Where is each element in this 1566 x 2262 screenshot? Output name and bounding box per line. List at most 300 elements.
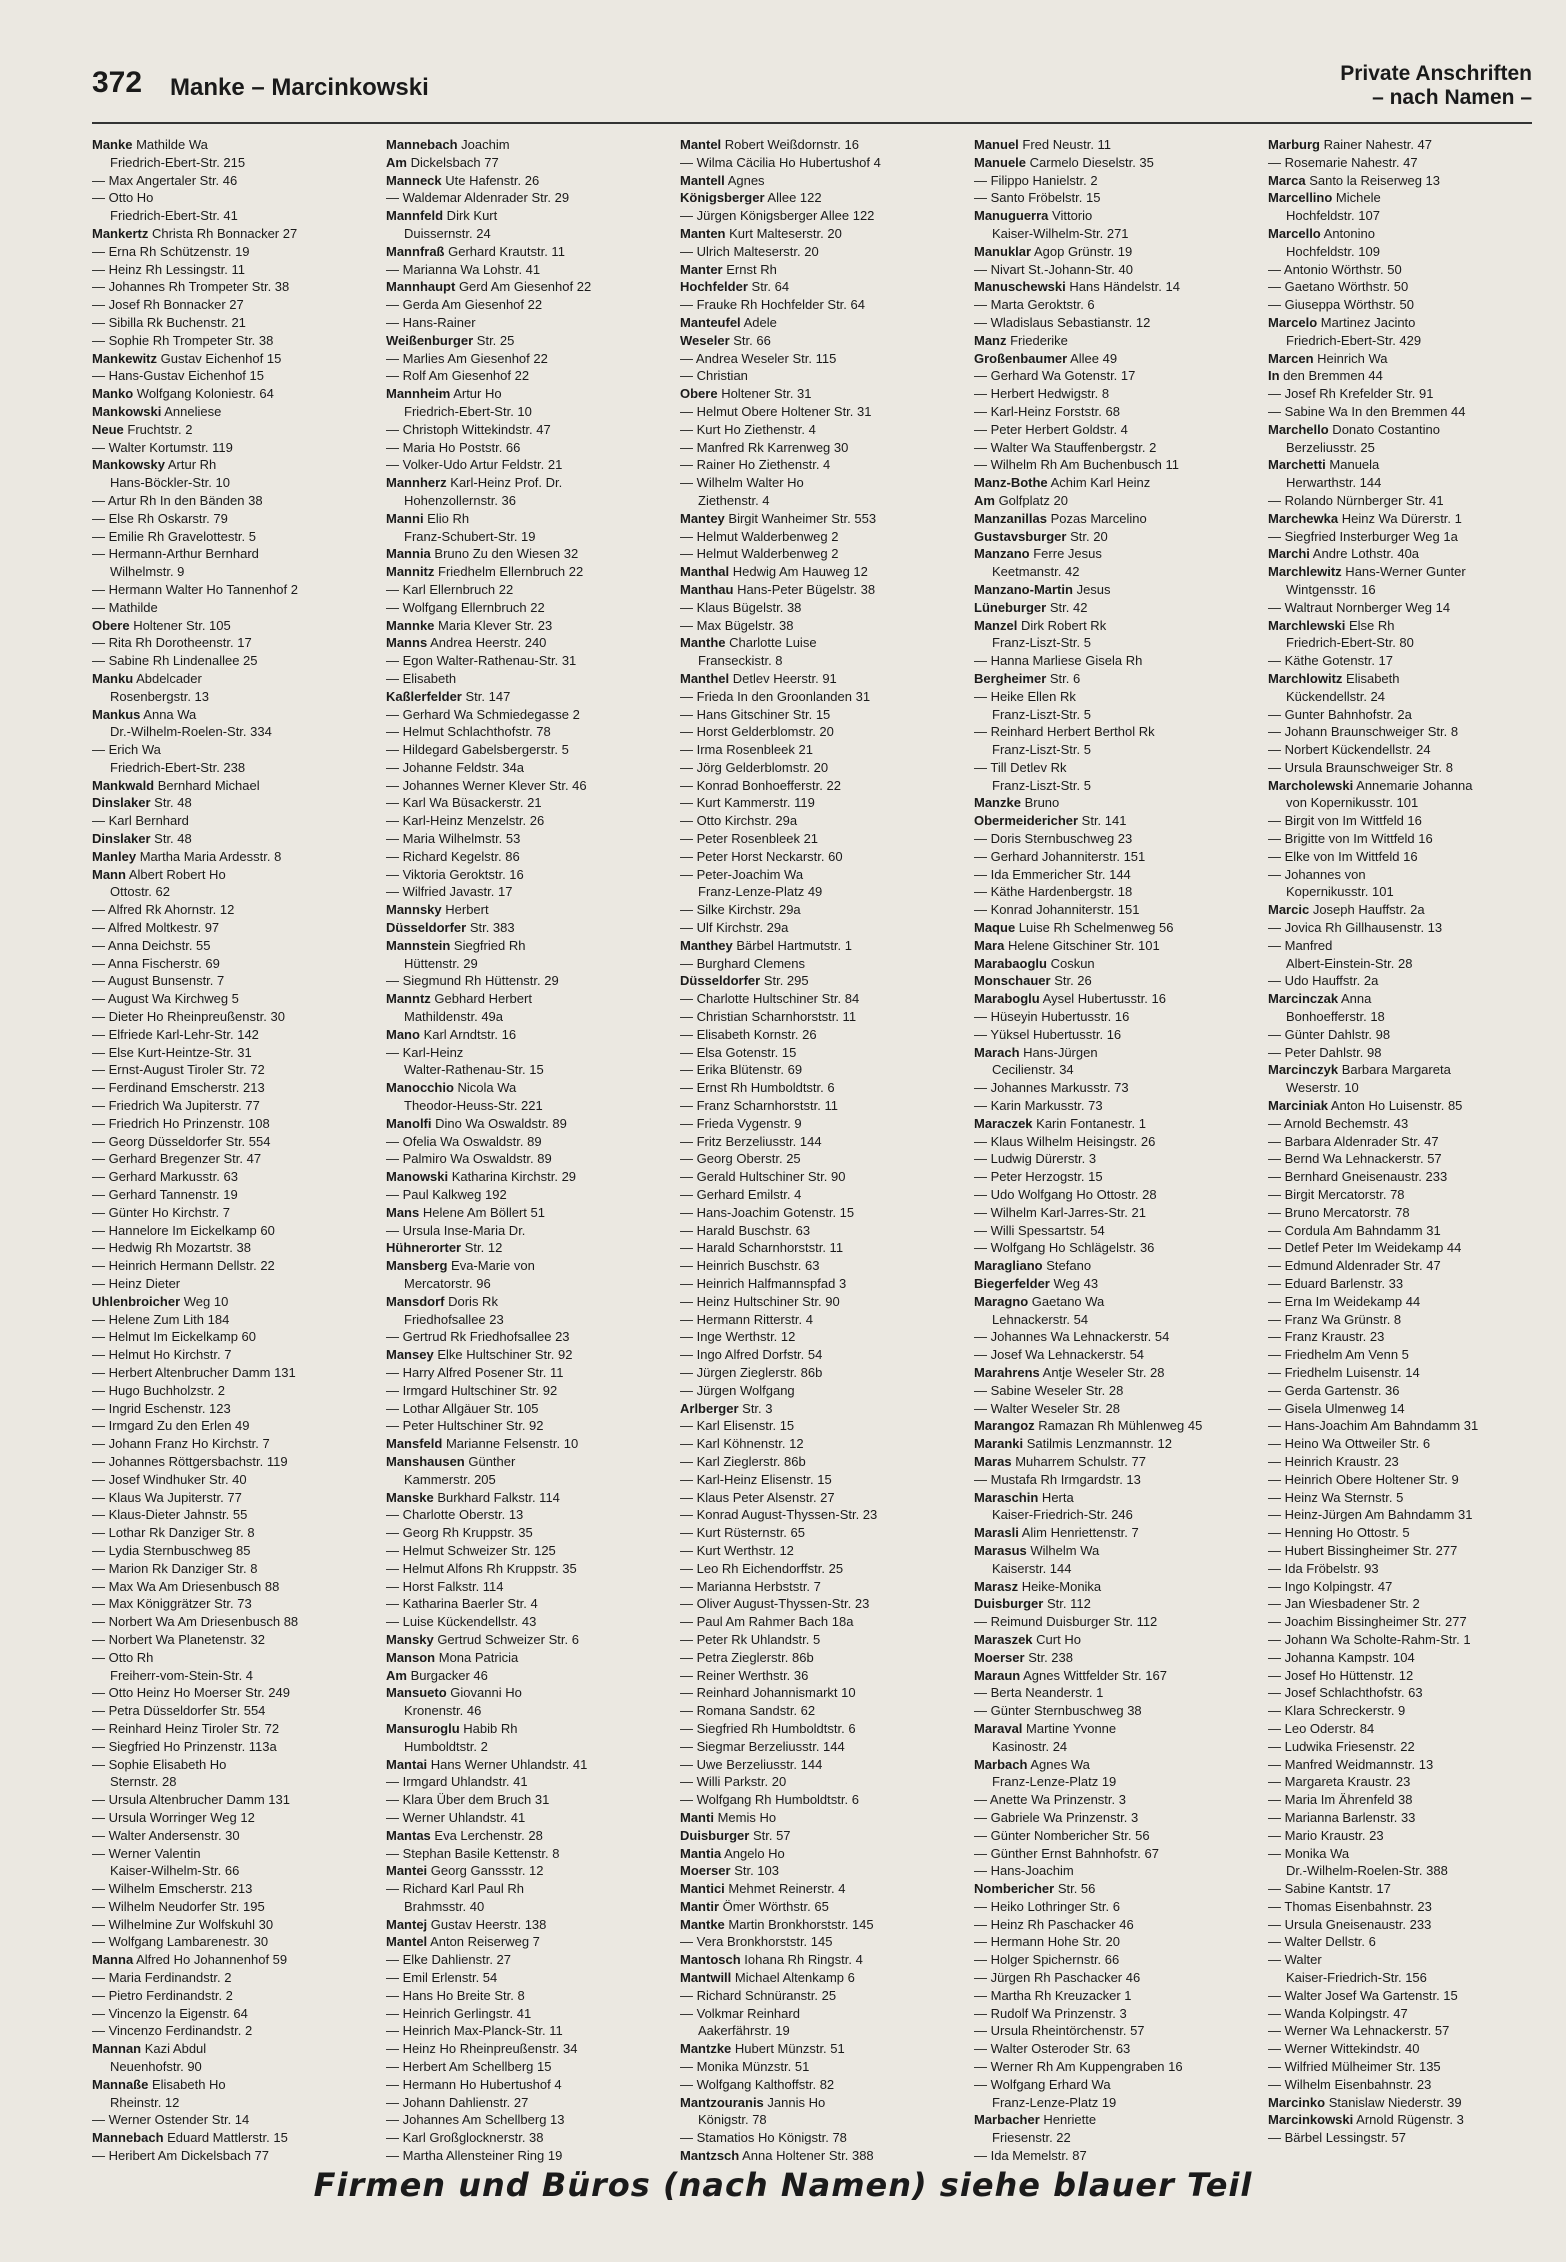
directory-entry: Maraval Martine Yvonne [974,1720,1117,1736]
directory-entry: — Ingo Kolpingstr. 47 [1268,1578,1393,1594]
directory-entry: — Kurt Kammerstr. 119 [680,795,815,811]
directory-entry: — Wilhelm Neudorfer Str. 195 [92,1898,265,1914]
directory-entry: — Johannes Markusstr. 73 [974,1080,1129,1096]
surname: Mannsky [386,902,442,918]
directory-entry: Hühnerorter Str. 12 [386,1240,503,1256]
directory-entry: — Thomas Eisenbahnstr. 23 [1268,1898,1432,1914]
surname: Mannherz [386,475,447,491]
directory-entry: — Wolfgang Erhard Wa [974,2076,1111,2092]
directory-entry: Am Burgacker 46 [386,1667,488,1683]
directory-entry: — Else Rh Oskarstr. 79 [92,510,228,526]
directory-entry: — Inge Werthstr. 12 [680,1329,796,1345]
directory-entry: Manni Elio Rh [386,510,470,526]
directory-entry: — Hermann Walter Ho Tannenhof 2 [92,581,298,597]
directory-entry: — Jürgen Rh Paschacker 46 [974,1970,1141,1986]
surname: Mankewitz [92,350,158,366]
directory-entry: — Karl-Heinz Elisenstr. 15 [680,1471,832,1487]
directory-entry: — Georg Oberstr. 25 [680,1151,801,1167]
directory-entry: — Heinrich Gerlingstr. 41 [386,2005,532,2021]
directory-entry: — Rita Rh Dorotheenstr. 17 [92,635,252,651]
directory-entry: — Ida Fröbelstr. 93 [1268,1560,1379,1576]
surname: Manske [386,1489,434,1505]
surname: Manzano [974,546,1030,562]
directory-entry: — Manfred [1268,937,1333,953]
surname: Manns [386,635,428,651]
directory-entry: Mannke Maria Klever Str. 23 [386,617,553,633]
directory-entry: — Kurt Ho Ziethenstr. 4 [680,421,816,437]
directory-entry: — Gunter Bahnhofstr. 2a [1268,706,1412,722]
directory-entry: Mans Helene Am Böllert 51 [386,1204,545,1220]
directory-entry: Franz-Lenze-Platz 19 [992,2094,1117,2110]
surname: Königsberger [680,190,765,206]
directory-entry: — Wolfgang Lambarenestr. 30 [92,1934,269,1950]
directory-entry: — Martha Allensteiner Ring 19 [386,2148,563,2164]
directory-entry: — Konrad Bonhoefferstr. 22 [680,777,841,793]
directory-entry: — Klaus-Dieter Jahnstr. 55 [92,1507,248,1523]
directory-entry: — Karl Zieglerstr. 86b [680,1453,806,1469]
directory-entry: — Irmgard Zu den Erlen 49 [92,1418,250,1434]
directory-entry: — Ulrich Malteserstr. 20 [680,243,819,259]
directory-entry: — Reinhard Herbert Berthol Rk [974,724,1155,740]
directory-entry: — Charlotte Oberstr. 13 [386,1507,524,1523]
directory-entry: — Filippo Hanielstr. 2 [974,172,1098,188]
directory-entry: — Klara Schreckerstr. 9 [1268,1703,1406,1719]
surname: Biegerfelder [974,1276,1050,1291]
section-label-line2: – nach Namen – [1372,86,1532,109]
directory-entry: Mantel Anton Reiserweg 7 [386,1934,540,1950]
directory-entry: — Eduard Barlenstr. 33 [1268,1276,1404,1291]
directory-entry: — Silke Kirchstr. 29a [680,902,801,918]
directory-entry: — Johannes Werner Klever Str. 46 [386,777,587,793]
directory-entry: — Heinz Dieter [92,1276,181,1291]
directory-entry: — Hermann-Arthur Bernhard [92,546,259,562]
directory-entry: — Josef Rh Bonnacker 27 [92,297,244,313]
surname: Maraczek [974,1115,1033,1131]
directory-entry: Marchi Andre Lothstr. 40a [1268,546,1420,562]
directory-entry: — Helmut Alfons Rh Kruppstr. 35 [386,1560,577,1576]
directory-entry: — Werner Ostender Str. 14 [92,2112,250,2128]
directory-entry: — Brigitte von Im Wittfeld 16 [1268,831,1433,847]
directory-entry: — Ofelia Wa Oswaldstr. 89 [386,1133,542,1149]
directory-entry: — Gerhard Emilstr. 4 [680,1187,802,1203]
directory-entry: — Jürgen Königsberger Allee 122 [680,208,875,224]
directory-entry: — Heinz Rh Lessingstr. 11 [92,261,245,277]
directory-entry: Mantici Mehmet Reinerstr. 4 [680,1881,846,1897]
directory-entry: Manolfi Dino Wa Oswaldstr. 89 [386,1115,567,1131]
surname: Mansberg [386,1258,448,1274]
surname: Manntz [386,991,431,1007]
directory-entry: — August Bunsenstr. 7 [92,973,225,989]
surname: Maraboglu [974,991,1040,1007]
directory-entry: — Peter Rosenbleek 21 [680,831,819,847]
directory-entry: Marbacher Henriette [974,2112,1097,2128]
surname: Manthe [680,635,726,651]
directory-entry: — Elke von Im Wittfeld 16 [1268,848,1418,864]
surname: Marcinczak [1268,991,1339,1007]
directory-entry: — Heinrich Halfmannspfad 3 [680,1276,847,1291]
directory-entry: — Yüksel Hubertusstr. 16 [974,1026,1122,1042]
directory-entry: Moerser Str. 103 [680,1863,779,1879]
directory-entry: — Helmut Im Eickelkamp 60 [92,1329,256,1345]
directory-entry: Mantell Agnes [680,172,765,188]
directory-entry: — Harald Buschstr. 63 [680,1222,811,1238]
surname: Moerser [974,1649,1025,1665]
directory-entry: — Else Kurt-Heintze-Str. 31 [92,1044,252,1060]
directory-columns [92,136,1532,2164]
surname: Manzel [974,617,1018,633]
footer-note: Firmen und Büros (nach Namen) siehe blauer Teil [313,2166,1253,2204]
directory-entry: — Konrad Johanniterstr. 151 [974,902,1140,918]
column-1 [92,136,368,2164]
directory-entry: Königstr. 78 [698,2112,767,2128]
directory-entry: Manuklar Agop Grünstr. 19 [974,243,1133,259]
surname: Marchlewski [1268,617,1346,633]
directory-entry: Manzel Dirk Robert Rk [974,617,1107,633]
directory-entry: — Ferdinand Emscherstr. 213 [92,1080,265,1096]
directory-entry: — Katharina Baerler Str. 4 [386,1596,538,1612]
surname: Mansueto [386,1685,447,1701]
directory-entry: — Norbert Kückendellstr. 24 [1268,742,1431,758]
directory-entry: — Karl Bernhard [92,813,189,829]
directory-entry: — Karl Großglocknerstr. 38 [386,2130,544,2146]
directory-entry: Mansberg Eva-Marie von [386,1258,535,1274]
directory-entry: Mankus Anna Wa [92,706,197,722]
directory-entry: Marciniak Anton Ho Luisenstr. 85 [1268,1098,1463,1114]
directory-entry: Duissernstr. 24 [404,225,491,241]
surname: Uhlenbroicher [92,1293,181,1309]
directory-entry: — Hans Gitschiner Str. 15 [680,706,831,722]
directory-entry: Marcinczak Anna [1268,991,1372,1007]
directory-entry: — Margareta Kraustr. 23 [1268,1774,1411,1790]
directory-entry: Manteufel Adele [680,314,777,330]
surname: Marcinko [1268,2094,1326,2110]
directory-entry: Königsberger Allee 122 [680,190,822,206]
directory-entry: — Werner Rh Am Kuppengraben 16 [974,2059,1183,2075]
directory-entry: — Hildegard Gabelsbergerstr. 5 [386,742,569,758]
directory-entry: Manuele Carmelo Dieselstr. 35 [974,154,1154,170]
directory-entry: — Bernhard Gneisenaustr. 233 [1268,1169,1448,1185]
directory-entry: — Viktoria Geroktstr. 16 [386,866,524,882]
directory-entry: — Sabine Rh Lindenallee 25 [92,653,258,669]
directory-entry: — Hüseyin Hubertusstr. 16 [974,1009,1130,1025]
directory-entry: — Heiko Lothringer Str. 6 [974,1898,1120,1914]
directory-entry: — Birgit von Im Wittfeld 16 [1268,813,1422,829]
directory-entry: — Herbert Hedwigstr. 8 [974,386,1110,402]
surname: Maque [974,920,1016,936]
directory-entry: — Kurt Werthstr. 12 [680,1542,794,1558]
directory-entry: — Johann Dahlienstr. 27 [386,2094,529,2110]
directory-entry: Aakerfährstr. 19 [698,2023,790,2039]
directory-entry: Kückendellstr. 24 [1286,688,1386,704]
surname: Mannaße [92,2076,149,2092]
directory-entry: — Peter Hultschiner Str. 92 [386,1418,544,1434]
column-2 [386,136,662,2164]
directory-entry: — Karl Elisenstr. 15 [680,1418,795,1434]
surname: Marchello [1268,421,1329,437]
directory-entry: — Heike Ellen Rk [974,688,1076,704]
directory-entry: Kaiser-Friedrich-Str. 246 [992,1507,1133,1523]
directory-entry: — Max Angertaler Str. 46 [92,172,238,188]
surname: Mantzke [680,2041,732,2057]
surname: Mansdorf [386,1293,445,1309]
directory-entry: — Gerda Gartenstr. 36 [1268,1382,1400,1398]
directory-entry: — Max Bügelstr. 38 [680,617,794,633]
surname: Manter [680,261,723,277]
directory-entry: Marca Santo la Reiserweg 13 [1268,172,1440,188]
directory-entry: — Wolfgang Ho Schlägelstr. 36 [974,1240,1155,1256]
surname: Am [386,1667,407,1683]
surname: Mantai [386,1756,428,1772]
directory-entry: — Karl Ellernbruch 22 [386,581,514,597]
directory-entry: Mantir Ömer Wörthstr. 65 [680,1898,829,1914]
directory-entry: — Ursula Worringer Weg 12 [92,1809,255,1825]
directory-entry: — Helmut Schweizer Str. 125 [386,1542,556,1558]
directory-entry: — Wolfgang Kalthoffstr. 82 [680,2076,835,2092]
surname: Marcelo [1268,314,1318,330]
surname: Mansky [386,1631,434,1647]
surname: Mantey [680,510,725,526]
directory-entry: Mercatorstr. 96 [404,1276,491,1291]
directory-entry: — Peter Herzogstr. 15 [974,1169,1103,1185]
directory-entry: — Johanne Feldstr. 34a [386,759,525,775]
directory-entry: — Dieter Ho Rheinpreußenstr. 30 [92,1009,285,1025]
directory-entry: Manntz Gebhard Herbert [386,991,532,1007]
page-number: 372 [92,66,143,99]
surname: Mannia [386,546,431,562]
surname: Manzanillas [974,510,1047,526]
directory-entry: Dinslaker Str. 48 [92,831,192,847]
directory-entry: Franz-Liszt-Str. 5 [992,742,1091,758]
directory-entry: — Emil Erlenstr. 54 [386,1970,498,1986]
directory-entry: — Wilhelm Rh Am Buchenbusch 11 [974,457,1179,473]
surname: Mano [386,1026,420,1042]
directory-entry: — Petra Zieglerstr. 86b [680,1649,814,1665]
directory-entry: — Gerda Am Giesenhof 22 [386,297,543,313]
directory-entry: — Anna Fischerstr. 69 [92,955,220,971]
directory-entry: Manthey Bärbel Hartmutstr. 1 [680,937,852,953]
directory-entry: Ottostr. 62 [110,884,170,900]
directory-entry: — Irmgard Hultschiner Str. 92 [386,1382,558,1398]
directory-entry: — Ulf Kirchstr. 29a [680,920,789,936]
directory-entry: Marasz Heike-Monika [974,1578,1102,1594]
directory-entry: — Karl-Heinz [386,1044,464,1060]
directory-entry: — Sabine Kantstr. 17 [1268,1881,1391,1897]
directory-entry: — Johannes Röttgersbachstr. 119 [92,1453,288,1469]
surname: Mankowski [92,403,162,419]
surname: Mantzsch [680,2148,740,2164]
directory-entry: Maraboglu Aysel Hubertusstr. 16 [974,991,1166,1007]
surname: Neue [92,421,124,437]
surname: Manteufel [680,314,741,330]
surname: Maraun [974,1667,1021,1683]
directory-entry: — Peter Herbert Goldstr. 4 [974,421,1128,437]
directory-entry: — Friedhelm Am Venn 5 [1268,1347,1409,1363]
directory-entry: Albert-Einstein-Str. 28 [1286,955,1413,971]
directory-entry: Mantzouranis Jannis Ho [680,2094,826,2110]
surname: Maragliano [974,1258,1043,1274]
directory-entry: — Gisela Ulmenweg 14 [1268,1400,1405,1416]
directory-entry: — Jürgen Wolfgang [680,1382,795,1398]
directory-entry: Sternstr. 28 [110,1774,177,1790]
surname: Düsseldorfer [386,920,467,936]
directory-entry: Mantzke Hubert Münzstr. 51 [680,2041,845,2057]
directory-entry: Mantej Gustav Heerstr. 138 [386,1916,547,1932]
directory-entry: — Johannes Rh Trompeter Str. 38 [92,279,290,295]
directory-entry: Freiherr-vom-Stein-Str. 4 [110,1667,254,1683]
surname: Manuklar [974,243,1032,259]
directory-entry: Maque Luise Rh Schelmenweg 56 [974,920,1174,936]
directory-entry: Mannfraß Gerhard Krautstr. 11 [386,243,565,259]
directory-entry: — Helmut Obere Holtener Str. 31 [680,403,872,419]
directory-entry: — Erna Im Weidekamp 44 [1268,1293,1421,1309]
directory-entry: Marcic Joseph Hauffstr. 2a [1268,902,1425,918]
directory-entry: — Jovica Rh Gillhausenstr. 13 [1268,920,1443,936]
directory-entry: Marcen Heinrich Wa [1268,350,1388,366]
surname: Manowski [386,1169,449,1185]
directory-entry: — Lydia Sternbuschweg 85 [92,1542,251,1558]
directory-entry: — Johann Braunschweiger Str. 8 [1268,724,1459,740]
directory-entry: — Otto Ho [92,190,154,206]
directory-entry: Weißenburger Str. 25 [386,332,515,348]
directory-entry: — Otto Kirchstr. 29a [680,813,798,829]
surname: Mans [386,1204,420,1220]
surname: Mantas [386,1827,431,1843]
directory-entry: Dr.-Wilhelm-Roelen-Str. 334 [110,724,272,740]
directory-entry: — Maria Wilhelmstr. 53 [386,831,521,847]
directory-entry: — Günter Ho Kirchstr. 7 [92,1204,230,1220]
directory-entry: — Harry Alfred Posener Str. 11 [386,1364,564,1380]
directory-entry: — Wilma Cäcilia Ho Hubertushof 4 [680,154,881,170]
surname: Marchi [1268,546,1310,562]
directory-entry: Marcinkowski Arnold Rügenstr. 3 [1268,2112,1464,2128]
directory-entry: Ziethenstr. 4 [698,492,770,508]
directory-entry: — Frauke Rh Hochfelder Str. 64 [680,297,865,313]
directory-entry: — Elisabeth Kornstr. 26 [680,1026,817,1042]
directory-entry: — Hans-Joachim Gotenstr. 15 [680,1204,855,1220]
directory-entry: — Bernd Wa Lehnackerstr. 57 [1268,1151,1442,1167]
directory-entry: Theodor-Heuss-Str. 221 [404,1098,543,1114]
directory-entry: Humboldtstr. 2 [404,1738,488,1754]
surname: Manko [92,386,134,402]
surname: Marchlowitz [1268,670,1343,686]
directory-entry: — Walter Dellstr. 6 [1268,1934,1376,1950]
directory-entry: — Christian Scharnhorststr. 11 [680,1009,857,1025]
directory-entry: — Ludwig Dürerstr. 3 [974,1151,1097,1167]
directory-entry: — Johannes Am Schellberg 13 [386,2112,565,2128]
directory-entry: — Marion Rk Danziger Str. 8 [92,1560,258,1576]
directory-entry: Marcinko Stanislaw Niederstr. 39 [1268,2094,1462,2110]
directory-entry: Mannstein Siegfried Rh [386,937,526,953]
directory-entry: — Josef Ho Hüttenstr. 12 [1268,1667,1414,1683]
directory-entry: — Gerhard Johanniterstr. 151 [974,848,1146,864]
directory-entry: — Ursula Rheintörchenstr. 57 [974,2023,1145,2039]
directory-entry: — Johannes von [1268,866,1366,882]
directory-entry: — Luise Kückendellstr. 43 [386,1614,537,1630]
surname: Weißenburger [386,332,474,348]
directory-entry: — August Wa Kirchweg 5 [92,991,239,1007]
directory-entry: Mann Albert Robert Ho [92,866,226,882]
directory-entry: — Rudolf Wa Prinzenstr. 3 [974,2005,1127,2021]
directory-entry: — Irma Rosenbleek 21 [680,742,813,758]
surname: Maraschin [974,1489,1039,1505]
surname: Hochfelder [680,279,748,295]
directory-entry: Franz-Liszt-Str. 5 [992,706,1091,722]
surname: Marca [1268,172,1306,188]
directory-entry: — Josef Schlachthofstr. 63 [1268,1685,1423,1701]
directory-entry: — Barbara Aldenrader Str. 47 [1268,1133,1439,1149]
directory-entry: — Georg Düsseldorfer Str. 554 [92,1133,271,1149]
directory-entry: Manti Memis Ho [680,1809,777,1825]
directory-entry: — Christoph Wittekindstr. 47 [386,421,551,437]
directory-entry: Mannia Bruno Zu den Wiesen 32 [386,546,579,562]
directory-entry: — Klaus Bügelstr. 38 [680,599,802,615]
directory-entry: — Elsa Gotenstr. 15 [680,1044,797,1060]
directory-entry: Marchlewitz Hans-Werner Gunter [1268,564,1466,580]
surname: Manshausen [386,1453,465,1469]
directory-entry: — Giuseppa Wörthstr. 50 [1268,297,1414,313]
directory-entry: — Heinrich Buschstr. 63 [680,1258,820,1274]
directory-entry: Mara Helene Gitschiner Str. 101 [974,937,1160,953]
directory-entry: — Wilfried Mülheimer Str. 135 [1268,2059,1441,2075]
directory-entry: — Henning Ho Ottostr. 5 [1268,1525,1410,1541]
directory-entry: — Jan Wiesbadener Str. 2 [1268,1596,1420,1612]
directory-entry: — Günter Dahlstr. 98 [1268,1026,1391,1042]
directory-entry: — Maria Im Ährenfeld 38 [1268,1792,1413,1808]
surname: Marangoz [974,1418,1035,1434]
directory-entry: Cecilienstr. 34 [992,1062,1074,1078]
directory-entry: — Vera Bronkhorststr. 145 [680,1934,833,1950]
surname: Manz [974,332,1007,348]
surname: Manuschewski [974,279,1066,295]
surname: Manocchio [386,1080,454,1096]
directory-entry: — Marianna Wa Lohstr. 41 [386,261,541,277]
directory-entry: — Johann Wa Scholte-Rahm-Str. 1 [1268,1631,1471,1647]
surname: Mantici [680,1881,725,1897]
directory-entry: Mansky Gertrud Schweizer Str. 6 [386,1631,579,1647]
directory-entry: — Gaetano Wörthstr. 50 [1268,279,1409,295]
directory-entry: — Manfred Rk Karrenweg 30 [680,439,849,455]
surname: Mannheim [386,386,451,402]
surname: Mankwald [92,777,155,793]
directory-entry: In den Bremmen 44 [1268,368,1383,384]
directory-entry: — Artur Rh In den Bänden 38 [92,492,263,508]
surname: Marchewka [1268,510,1339,526]
directory-entry: Maranki Satilmis Lenzmannstr. 12 [974,1436,1172,1452]
directory-entry: Herwarthstr. 144 [1286,475,1382,491]
surname: Mantir [680,1898,719,1914]
directory-entry: Nombericher Str. 56 [974,1881,1096,1897]
directory-entry: — Max Wa Am Driesenbusch 88 [92,1578,280,1594]
directory-entry: — Sophie Elisabeth Ho [92,1756,227,1772]
directory-entry: Marcelo Martinez Jacinto [1268,314,1416,330]
directory-entry: — Ernst Rh Humboldtstr. 6 [680,1080,835,1096]
surname: Marchlewitz [1268,564,1342,580]
directory-entry: — Werner Valentin [92,1845,201,1861]
directory-entry: Manuel Fred Neustr. 11 [974,137,1112,152]
directory-entry: — Helmut Schlachthofstr. 78 [386,724,551,740]
directory-entry: Marchewka Heinz Wa Dürerstr. 1 [1268,510,1462,526]
directory-entry: — Elisabeth [386,670,457,686]
directory-entry: — Burghard Clemens [680,955,805,971]
surname: Hühnerorter [386,1240,462,1256]
directory-entry: Mano Karl Arndtstr. 16 [386,1026,517,1042]
directory-entry: — Ingrid Eschenstr. 123 [92,1400,231,1416]
directory-entry: — Heribert Am Dickelsbach 77 [92,2148,270,2164]
directory-entry: — Walter Josef Wa Gartenstr. 15 [1268,1987,1458,2003]
directory-entry: — Waldemar Aldenrader Str. 29 [386,190,570,206]
directory-entry: — Werner Wa Lehnackerstr. 57 [1268,2023,1450,2039]
directory-entry: — Elke Dahlienstr. 27 [386,1952,512,1968]
